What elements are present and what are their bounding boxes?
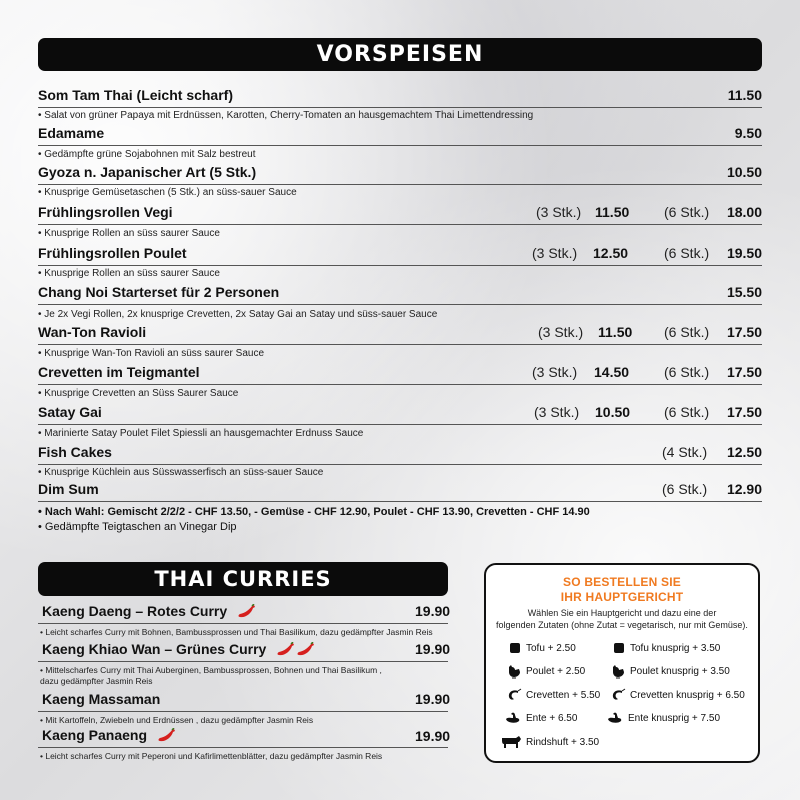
curry-price: 19.90 [415,603,451,619]
divider [38,304,762,305]
item-name: Som Tam Thai (Leicht scharf) [38,87,233,103]
item-quantity: (6 Stk.) [664,404,710,420]
item-price: 10.50 [726,164,762,180]
curry-name-text: Kaeng Massaman [42,691,161,707]
item-price: 17.50 [726,404,762,420]
item-price: 9.50 [734,125,762,141]
divider [38,107,762,108]
option-label: Tofu + 2.50 [526,642,576,654]
cow-icon [500,734,522,750]
shrimp-icon [506,688,522,702]
tofu-icon [508,641,522,655]
divider [38,747,448,748]
divider [38,661,448,662]
item-price: 12.90 [726,481,762,497]
tofu-icon [612,641,626,655]
item-description: • Knusprige Wan-Ton Ravioli an süss saurer Sauce [38,348,265,359]
divider [38,184,762,185]
item-name: Frühlingsrollen Vegi [38,204,173,220]
curries-title: THAI CURRIES [154,567,332,591]
chili-icon [237,604,257,620]
curry-price: 19.90 [415,691,451,707]
item-price: 14.50 [594,364,630,380]
item-description: • Knusprige Crevetten an Süss Saurer Sauce [38,388,239,399]
divider [38,711,448,712]
item-price: 17.50 [726,364,762,380]
divider [38,265,762,266]
option-label: Poulet knusprig + 3.50 [630,665,730,677]
curry-description: • Leicht scharfes Curry mit Bohnen, Bambussprossen und Thai Basilikum, dazu gedämpfter Jasmin Reis [40,627,433,637]
curry-description: • Mittelscharfes Curry mit Thai Auberginen, Bambussprossen, Bohnen und Thai Basilikum , [40,665,382,675]
option-label: Rindshuft + 3.50 [526,736,600,748]
shrimp-icon [610,688,626,702]
option-label: Crevetten + 5.50 [526,689,601,701]
divider [38,424,762,425]
option-rindshuft [500,734,599,750]
curry-name-text: Kaeng Panaeng [42,727,148,743]
order-info-box [484,563,760,763]
item-quantity: (3 Stk.) [532,245,578,261]
item-description: • Marinierte Satay Poulet Filet Spiessli an hausgemachter Erdnuss Sauce [38,428,364,439]
divider [38,464,762,465]
curry-name [42,691,160,707]
chili-icon [296,642,316,658]
curry-name [42,603,257,620]
option-ente-crispy [606,711,720,725]
duck-icon [606,711,624,725]
item-name: Wan-Ton Ravioli [38,324,147,340]
item-description: • Gedämpfte grüne Sojabohnen mit Salz bestreut [38,149,256,160]
item-price: 17.50 [726,324,762,340]
option-label: Ente + 6.50 [526,712,578,724]
chili-icon [276,642,296,658]
curry-name [42,641,316,658]
chicken-icon [506,663,522,679]
option-label: Tofu knusprig + 3.50 [630,642,721,654]
dim-sum-description: • Gedämpfte Teigtaschen an Vinegar Dip [38,521,237,533]
item-quantity: (3 Stk.) [538,324,584,340]
option-label: Crevetten knusprig + 6.50 [630,689,745,701]
item-quantity: (4 Stk.) [662,444,708,460]
curries-banner [38,562,448,596]
vorspeisen-banner [38,38,762,71]
curry-description: • Leicht scharfes Curry mit Peperoni und Kafirlimettenblätter, dazu gedämpfter Jasmin Reis [40,751,383,761]
curry-name-text: Kaeng Khiao Wan – Grünes Curry [42,641,267,657]
item-price: 12.50 [593,245,629,261]
item-name: Dim Sum [38,481,99,497]
item-quantity: (3 Stk.) [536,204,582,220]
option-tofu [508,641,576,655]
item-name: Fish Cakes [38,444,112,460]
item-description: • Knusprige Gemüsetaschen (5 Stk.) an süss-sauer Sauce [38,187,297,198]
item-quantity: (3 Stk.) [532,364,578,380]
divider [38,224,762,225]
item-price: 19.50 [726,245,762,261]
option-tofu-crispy [612,641,720,655]
item-name: Satay Gai [38,404,102,420]
divider [38,501,762,502]
option-ente [504,711,577,725]
item-quantity: (6 Stk.) [664,364,710,380]
option-crevetten-crispy [610,688,745,702]
item-price: 11.50 [595,204,630,220]
item-price: 11.50 [727,87,762,103]
option-label: Poulet + 2.50 [526,665,586,677]
order-description-line1: Wählen Sie ein Hauptgericht und dazu eine der [527,608,717,618]
divider [38,344,762,345]
vorspeisen-title: VORSPEISEN [316,42,484,67]
dim-sum-note: • Nach Wahl: Gemischt 2/2/2 - CHF 13.50, - Gemüse - CHF 12.90, Poulet - CHF 13.90, Crevetten - CHF 14.90 [38,506,590,518]
item-name: Chang Noi Starterset für 2 Personen [38,284,280,300]
option-poulet [506,663,585,679]
item-price: 18.00 [726,204,762,220]
chili-icon [157,728,177,744]
item-name: Gyoza n. Japanischer Art (5 Stk.) [38,164,257,180]
item-price: 11.50 [598,324,633,340]
item-quantity: (3 Stk.) [534,404,580,420]
curry-name [42,727,177,744]
divider [38,384,762,385]
item-price: 10.50 [595,404,631,420]
option-poulet-crispy [610,663,730,679]
curry-description: • Mit Kartoffeln, Zwiebeln und Erdnüssen , dazu gedämpfter Jasmin Reis [40,715,314,725]
item-quantity: (6 Stk.) [664,204,710,220]
item-quantity: (6 Stk.) [664,245,710,261]
curry-price: 19.90 [415,641,451,657]
order-description-line2: folgenden Zutaten (ohne Zutat = vegetarisch, nur mit Gemüse). [496,620,748,630]
item-description: • Knusprige Küchlein aus Süsswasserfisch an süss-sauer Sauce [38,467,324,478]
item-price: 12.50 [726,444,762,460]
order-title-line1: SO BESTELLEN SIE [563,575,681,589]
item-quantity: (6 Stk.) [662,481,708,497]
item-price: 15.50 [726,284,762,300]
item-name: Crevetten im Teigmantel [38,364,200,380]
item-description: • Knusprige Rollen an süss saurer Sauce [38,268,220,279]
divider [38,623,448,624]
duck-icon [504,711,522,725]
chicken-icon [610,663,626,679]
curry-name-text: Kaeng Daeng – Rotes Curry [42,603,228,619]
curry-price: 19.90 [415,728,451,744]
divider [38,145,762,146]
item-quantity: (6 Stk.) [664,324,710,340]
item-name: Edamame [38,125,105,141]
item-name: Frühlingsrollen Poulet [38,245,187,261]
curry-description-cont: dazu gedämpfter Jasmin Reis [40,676,153,686]
item-description: • Knusprige Rollen an süss saurer Sauce [38,228,220,239]
item-description: • Je 2x Vegi Rollen, 2x knusprige Crevetten, 2x Satay Gai an Satay und süss-sauer Sauce [38,309,438,320]
item-description: • Salat von grüner Papaya mit Erdnüssen, Karotten, Cherry-Tomaten an hausgemachtem Thai Limettendressing [38,110,534,121]
option-label: Ente knusprig + 7.50 [628,712,721,724]
order-title-line2: IHR HAUPTGERICHT [560,590,684,604]
option-crevetten [506,688,600,702]
